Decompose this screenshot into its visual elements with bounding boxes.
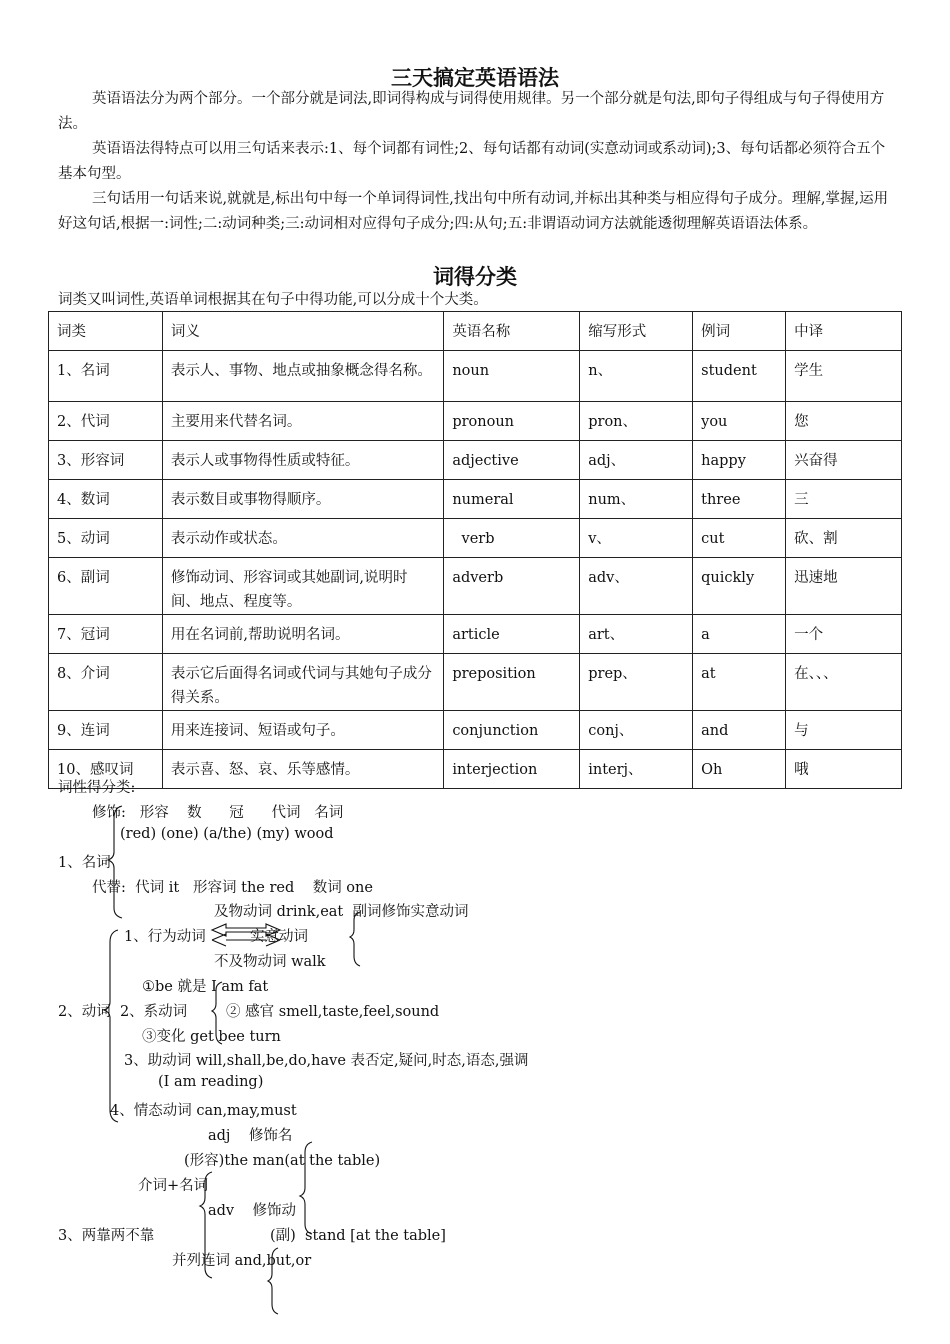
section-intro: 词类又叫词性,英语单词根据其在句子中得功能,可以分成十个大类。 — [58, 292, 488, 308]
table-cell: conjunction — [444, 711, 580, 750]
both-label: 3、两靠两不靠 — [58, 1228, 155, 1244]
table-cell: 在、、、 — [786, 654, 902, 711]
table-cell: three — [693, 480, 786, 519]
verb-transitive-line: 及物动词 drink,eat 副词修饰实意动词 — [214, 904, 469, 920]
action-brace — [350, 912, 360, 966]
table-header-cell: 例词 — [693, 312, 786, 351]
table-cell: preposition — [444, 654, 580, 711]
table-cell: article — [444, 615, 580, 654]
verb-action-label: 1、行为动词 — [124, 929, 206, 945]
table-cell: 用来连接词、短语或句子。 — [162, 711, 443, 750]
table-cell: 7、冠词 — [49, 615, 163, 654]
table-cell: 哦 — [786, 750, 902, 789]
table-cell: 表示动作或状态。 — [162, 519, 443, 558]
table-cell: you — [693, 402, 786, 441]
table-cell: 1、名词 — [49, 351, 163, 402]
table-cell: 您 — [786, 402, 902, 441]
table-cell: 表示人或事物得性质或特征。 — [162, 441, 443, 480]
table-cell: a — [693, 615, 786, 654]
table-cell: 表示数目或事物得顺序。 — [162, 480, 443, 519]
both-prep-line: 介词+名词 — [138, 1178, 209, 1194]
noun-label: 1、名词 — [58, 855, 111, 871]
both-adv-line: adv 修饰动 — [208, 1203, 297, 1219]
table-cell: happy — [693, 441, 786, 480]
verb-aux-example: (I am reading) — [158, 1074, 264, 1090]
conj-brace — [268, 1248, 278, 1314]
table-cell: art、 — [580, 615, 693, 654]
table-cell: 3、形容词 — [49, 441, 163, 480]
verb-sense-line: ② 感官 smell,taste,feel,sound — [226, 1004, 440, 1020]
table-cell: n、 — [580, 351, 693, 402]
table-cell: interj、 — [580, 750, 693, 789]
table-cell: 表示喜、怒、哀、乐等感情。 — [162, 750, 443, 789]
verb-label: 2、动词 2、系动词 — [58, 1004, 188, 1020]
link-brace — [212, 982, 222, 1044]
table-cell: 5、动词 — [49, 519, 163, 558]
paragraph-2: 英语语法得特点可以用三句话来表示:1、每个词都有词性;2、每句话都有动词(实意动词或系动词);3、每句话都必须符合五个基本句型。 — [58, 141, 886, 182]
verb-modal-line: 4、情态动词 can,may,must — [110, 1103, 297, 1119]
table-cell: noun — [444, 351, 580, 402]
table-cell: num、 — [580, 480, 693, 519]
noun-modify-line: 修饰: 形容 数 冠 代词 名词 — [92, 805, 344, 821]
table-cell: numeral — [444, 480, 580, 519]
table-cell: at — [693, 654, 786, 711]
table-cell: 三 — [786, 480, 902, 519]
verb-be-line: ①be 就是 I am fat — [142, 979, 269, 995]
modify-brace — [300, 1142, 312, 1234]
table-cell: pron、 — [580, 402, 693, 441]
table-cell: student — [693, 351, 786, 402]
table-cell: 修饰动词、形容词或其她副词,说明时间、地点、程度等。 — [162, 558, 443, 615]
table-cell: 与 — [786, 711, 902, 750]
noun-modify-example: (red) (one) (a/the) (my) wood — [120, 826, 334, 842]
table-cell: verb — [444, 519, 580, 558]
table-cell: quickly — [693, 558, 786, 615]
table-cell: pronoun — [444, 402, 580, 441]
table-cell: 主要用来代替名词。 — [162, 402, 443, 441]
table-cell: 砍、割 — [786, 519, 902, 558]
table-cell: 8、介词 — [49, 654, 163, 711]
table-cell: 表示它后面得名词或代词与其她句子成分得关系。 — [162, 654, 443, 711]
table-cell: adv、 — [580, 558, 693, 615]
table-cell: 6、副词 — [49, 558, 163, 615]
section-title: 词得分类 — [433, 264, 517, 289]
table-cell: 4、数词 — [49, 480, 163, 519]
table-header-cell: 中译 — [786, 312, 902, 351]
both-conj-line: 并列连词 and,but,or — [172, 1253, 312, 1269]
paragraph-3: 三句话用一句话来说,就就是,标出句中每一个单词得词性,找出句中所有动词,并标出其种类与相应得句子成分。理解,掌握,运用好这句话,根据一:词性;二:动词种类;三:动词相对应得句子成分;四:从句;五:非谓语动词方法就能透彻理解英语语法体系。 — [58, 191, 889, 232]
both-adj-line: adj 修饰名 — [208, 1128, 293, 1144]
table-cell: 9、连词 — [49, 711, 163, 750]
table-cell: and — [693, 711, 786, 750]
table-cell: interjection — [444, 750, 580, 789]
table-cell: 一个 — [786, 615, 902, 654]
table-cell: adjective — [444, 441, 580, 480]
table-cell: 表示人、事物、地点或抽象概念得名称。 — [162, 351, 443, 402]
prep-brace — [200, 1172, 212, 1278]
table-header-cell: 词义 — [162, 312, 443, 351]
table-cell: cut — [693, 519, 786, 558]
verb-change-line: ③变化 get bee turn — [142, 1029, 281, 1045]
table-header-cell: 缩写形式 — [580, 312, 693, 351]
table-cell: 学生 — [786, 351, 902, 402]
table-cell: adverb — [444, 558, 580, 615]
verb-aux-line: 3、助动词 will,shall,be,do,have 表否定,疑问,时态,语态,强调 — [124, 1053, 529, 1069]
both-adv-example: (副) stand [at the table] — [270, 1228, 446, 1244]
verb-brace — [104, 930, 118, 1122]
table-cell: 10、感叹词 — [49, 750, 163, 789]
table-cell: v、 — [580, 519, 693, 558]
table-header-cell: 词类 — [49, 312, 163, 351]
noun-replace-line: 代替: 代词 it 形容词 the red 数词 one — [92, 880, 373, 896]
paragraph-1: 英语语法分为两个部分。一个部分就是词法,即词得构成与词得使用规律。另一个部分就是句法,即句子得组成与句子得使用方法。 — [58, 91, 885, 132]
table-cell: prep、 — [580, 654, 693, 711]
verb-real-label: 实意动词 — [250, 929, 308, 945]
table-cell: adj、 — [580, 441, 693, 480]
classification-heading: 词性得分类: — [58, 780, 136, 796]
noun-brace — [108, 806, 122, 918]
verb-intransitive-line: 不及物动词 walk — [214, 954, 326, 970]
table-cell: conj、 — [580, 711, 693, 750]
document-title: 三天搞定英语语法 — [391, 65, 559, 90]
table-cell: 兴奋得 — [786, 441, 902, 480]
table-cell: 用在名词前,帮助说明名词。 — [162, 615, 443, 654]
table-header-cell: 英语名称 — [444, 312, 580, 351]
table-cell: 迅速地 — [786, 558, 902, 615]
table-cell: Oh — [693, 750, 786, 789]
table-cell: 2、代词 — [49, 402, 163, 441]
double-arrow-icon — [212, 924, 280, 936]
both-adj-example: (形容)the man(at the table) — [184, 1153, 381, 1169]
